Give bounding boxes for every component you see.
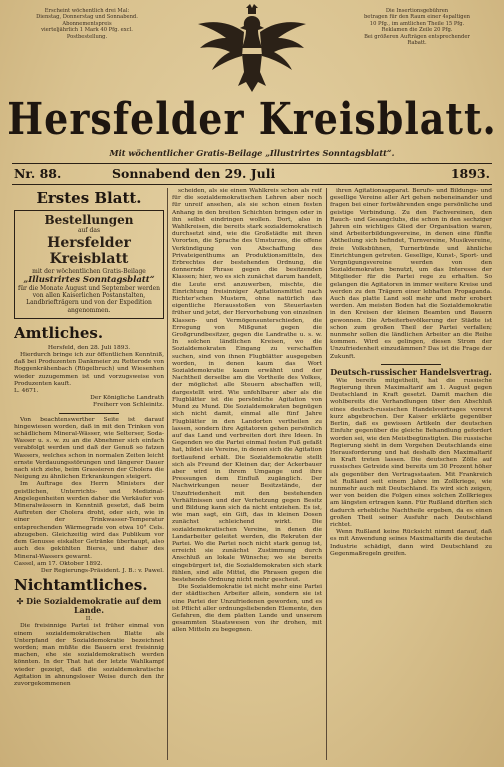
note-line: 10 Pfg., im amtlichen Theile 15 Pfg. bbox=[369, 20, 465, 27]
article-paragraph: ihren Agitationsapparat. Berufs- und Bildungs- und gesellige Vereine aller Art gehen nebeneinander und fragen bei einer fortwährenden enge persönliche und geistige Verbindung. Zu den Fachvereinen, den Rauch- und Gesangclubs, die schon in den sechziger Jahren ein wichtiges Glied der Organisation waren, sind Arbeiterbildungsvereine, in denen eine fünfte Abtheilung sich befindet, Turnvereine, Musikvereine, freie Volksbühnen, Turnerbünde und ähnliche Einrichtungen getreten. Gesellige, Kunst-, Sport- und Vergnügungsvereine werden von den Sozialdemokraten benutzt, um das Interesse der Mitglieder für die Partei rege zu erhalten. So gelangen die Agitatoren in immer weitere Kreise und werden zu den Trägern einer lebhaften Propaganda. Auch das platte Land soll mehr und mehr erobert werden. Am meisten Boden hat die Sozialdemokratie in den Kreisen der kleinen Beamten und Bauern gewonnen. Die Arbeiterbevölkerung der Städte ist schon zum großen Theil der Partei verfallen; nunmehr sollen die ländlichen Arbeiter an die Reihe kommen. Wird es gelingen, diesen Strom der Unzufriedenheit einzudämmen? Das ist die Frage der Zukunft. bbox=[330, 188, 492, 360]
box-paper-name: Hersfelder Kreisblatt bbox=[47, 235, 131, 267]
box-supplement-name: „Illustrirtes Sonntagsblatt“ bbox=[23, 275, 155, 285]
note-line: Rabatt. bbox=[407, 40, 427, 47]
notice-number: L. 4671. bbox=[14, 388, 39, 395]
note-line: Abonnementspreis bbox=[62, 20, 112, 27]
box-text: auf das bbox=[77, 227, 101, 234]
box-body: für die Monate August und September werden von allen Kaiserlichen Postanstalten, Landbriefträgern und von der Expedition angenommen. bbox=[17, 285, 161, 314]
insertion-fee-note bbox=[358, 8, 476, 46]
section-heading-amtliches: Amtliches. bbox=[14, 323, 104, 342]
eagle-emblem-icon bbox=[196, 2, 308, 96]
note-line: betragen für den Raum einer 4spaltigen bbox=[363, 14, 470, 21]
column-right bbox=[330, 188, 492, 760]
issue-year: 1893. bbox=[450, 166, 490, 181]
column-left bbox=[14, 188, 164, 760]
notice-date: Hersfeld, den 28. Juli 1893. bbox=[47, 344, 131, 351]
notice-signature: Freiherr von Schleinitz. bbox=[92, 402, 164, 409]
issue-number: Nr. 88. bbox=[14, 166, 62, 181]
note-line: Erscheint wöchentlich drei Mal: bbox=[44, 8, 130, 14]
notice-paragraph: Im Auftrage des Herrn Ministers der geistlichen, Unterrichts- und Medizinal-Angelegenheiten werden daher die Verkäufer von Mineralwässern in Kenntniß gesetzt, daß beim Auftreten der Cholera droht, oder sich, wie in einer der Trinkwasser-Temperatur entsprechenden Wärmegrade von etwa 10° Cels. abzugeben. Gleichzeitig wird das Publikum vor dem Genusse eiskalter Getränke überhaupt, also auch des gekühlten Bieres, und daher des Mineral-Wassers gewarnt. bbox=[14, 481, 164, 560]
box-title: Bestellungen bbox=[44, 213, 134, 227]
notice-paragraph: Von beachtenswerther Seite ist darauf hingewiesen worden, daß in mit den Trinken von schädlichem Mineral-Wässer, wie Selterser, Soda-Wasser u. s. w. zu an die Abnehmer sich einfach verabfolgt werden und daß der Genuß so fatzen Wassers, welches schon in normalen Zeiten leicht ernste Verdauungsstörungen und längerer Dauer nach sich ziehe, beim Grassieren der Cholera die Neigung zu ähnlichen Erkrankungen steigert. bbox=[14, 416, 164, 481]
box-text: mit der wöchentlichen Gratis-Beilage bbox=[32, 268, 146, 275]
notice-paragraph: Hierdurch bringe ich zur öffentlichen Kenntniß, daß bei Produzenten Dankmeier zu Retterode von Roggenkrähenbach (Rügelbruch) und Wiesenhen wieder zuzugemmen ist und vorzugsweise von Produzenten kauft. bbox=[14, 352, 164, 387]
divider bbox=[59, 413, 119, 414]
note-line: Die Insertionsgebühren bbox=[385, 8, 449, 14]
article-paragraph: Wie bereits mitgetheilt, hat die russische Regierung ihren Maximaltarif am 1. August gegen Deutschland in Kraft gesetzt. Damit machen die wohlbereits die Verhandlungen über den Abschluß eines deutsch-russischen Handelsvertrages vorerst kurz abgebrochen. Der Kaiser erklärte gegenüber Berlin, daß es gewissen Artikeln der deutschen Einfuhr gegenüber die gleiche Behandlung gefordert worden sei, wie den Meistbegünstigten. Die russische Regierung sieht in dem Vorgehen Deutschlands eine Herausforderung und hat deshalb den Maximaltarif in Kraft treten lassen. Die deutschen Zölle auf russisches Getreide sind bereits um 30 Prozent höher als gegenüber den Vertragsstaaten. Mit Frankreich ist Rußland seit einem Jahre im Zollkriege, wie nunmehr auch mit Deutschland. Es wird sich zeigen, wer von beiden die Folgen eines solchen Zollkrieges am längsten ertragen kann. Für Rußland dürften sich dadurch erhebliche Nachtheile ergeben, da es einen großen Theil seiner Ausfuhr nach Deutschland richtet. bbox=[330, 377, 492, 528]
article-part: II. bbox=[85, 616, 93, 623]
newspaper-masthead: Hersfelder Kreisblatt. bbox=[7, 92, 497, 145]
note-line: Reklamen die Zeile 20 Pfg. bbox=[381, 27, 453, 34]
notice-signature: Der Königliche Landrath bbox=[90, 395, 164, 402]
note-line: Postbestellung. bbox=[66, 33, 108, 40]
article-title: Deutsch-russischer Handelsvertrag. bbox=[330, 366, 492, 377]
note-line: vierteljährlich 1 Mark 40 Pfg. excl. bbox=[41, 27, 133, 34]
subscription-note bbox=[28, 8, 146, 40]
divider bbox=[12, 184, 492, 185]
section-heading-nichtamtliches: Nichtamtliches. bbox=[14, 576, 148, 595]
note-line: Dienstag, Donnerstag und Sonnabend. bbox=[36, 14, 138, 21]
section-heading-erstes-blatt: Erstes Blatt. bbox=[36, 189, 142, 207]
supplement-subhead: Mit wöchentlicher Gratis-Beilage „Illustrirtes Sonntagsblatt“. bbox=[109, 148, 395, 158]
divider bbox=[12, 163, 492, 164]
issue-date: Sonnabend den 29. Juli bbox=[112, 166, 276, 181]
column-divider bbox=[167, 188, 168, 760]
divider bbox=[381, 364, 441, 365]
issue-dateline bbox=[12, 166, 492, 182]
article-paragraph: Die freisinnige Partei ist früher einmal von einem sozialdemokratischen Blatte als Unterpfand der Sozialdemokratie bezeichnet worden; man müßte die Bauern erst freisinnig machen, ehe sie sozialdemokratisch werden könnten. In der That hat der letzte Wahlkampf wieder gezeigt, daß die sozialdemokratische Agitation in ahnungsloser Weise durch den ihr zuvorgekommenen bbox=[14, 623, 164, 687]
notice-date: Cassel, am 17. Oktober 1892. bbox=[14, 560, 103, 567]
article-paragraph: scheiden, als sie einen Wahlkreis schon als reif für die sozialdemokratischen Lehren aber noch für unreif ansehen, als sie schon einen festen Anhang in den breiten Schichten bringen oder in ihn selbst eindringen wollen. Dort, also in Wahlkreisen, die bereits stark sozialdemokratisch durchsetzt sind, wie die Großstädte mit ihren Vororten, die Sprache des Umsturzes, die offene Verkündigung von Abschaffung des Privateigenthums an Produktionsmitteln, des Erbrechtes der bestehenden Ordnung, die donnernde Phrase gegen die besitzenden Klassen; hier, wo es sich zunächst darum handelt, die Leute erst anzuwerben, mischte, die Einrichtung freisinniger Agitationsmittel nach Richter'schen Mustern, ohne natürlich das eigentliche Herausstoßen von Steuerlasten früher und jetzt, der Hervorhebung von einzelnen Klassen- und Vermögensunterschieden, die Erregung von Mißgunst gegen die Großgrundbesitzer, gegen die Landrathe u. s. w. In solchen ländlichen Kreisen, wo die Sozialdemokraten Eingang zu verschaffen suchen, sind von ihnen Flugblätter ausgegeben worden, in denen kaum das Wort Sozialdemokratie kaum erwähnt und der Nachtheil derselbe am die Vortheile des Volkes, der möglichst alle Steuern abschaffen will, dargestellt wird. Wie unfehlbarer aber als die Flugblätter ist die persönliche Agitation von Mund zu Mund. Die Sozialdemokraten begnügen sich nicht damit, einmal alle fünf Jahre Flugblätter in den Landorten vertheilen zu lassen, sondern ihre Agitatoren gehen persönlich auf das Land und verbreiten dort ihre Ideen. In Gegenden wo die Partei einmal festen Fuß gefaßt hat, bildet sie Vereine, in denen sich die Agitation fortlaufend erhält. Die Sozialdemokratie stellt sich als Freund der Kleinen dar, der Ackerbauer aber wird in ihrem Umgange und ihre Pressungen dem Einfluß zugänglich. Der Nachwirkungen neuer Besitzstände, der Unzufriedenheit mit den bestehenden Verhältnissen und der Verhetzung gegen Besitz und Bildung kann sich da nicht entziehen. Es ist, wie man sagt, ein Gift, das in kleinen Dosen zunächst schleichend wirkt. Die sozialdemokratischen Vereine, in denen die Landarbeiter geleitet werden, die Rekruten der Partei. Wo die Partei noch nicht stark genug ist, erreicht sie zunächst Zustimmung durch Anschluß an lokale Wünsche; wo sie bereits eingebürgert ist, die Sozialdemokraten sich stark fühlen, sind alle Mittel, die Phrasen gegen die bestehende Ordnung nicht mehr gescheut. bbox=[172, 188, 322, 583]
column-divider bbox=[326, 188, 327, 760]
article-paragraph: Die Sozialdemokratie ist nicht mehr eine Partei der städtischen Arbeiter allein, sondern sie ist eine Partei der Unzufriedenen geworden, und es ist Pflicht aller ordnungsliebenden Elemente, den Gefahren, die dem platten Lande und unserem gesammten Staatswesen von ihr drohen, mit allen Mitteln zu begegnen. bbox=[172, 584, 322, 634]
column-middle bbox=[172, 188, 322, 760]
subscription-box bbox=[14, 210, 164, 319]
article-title: ✣ Die Sozialdemokratie auf dem Lande. bbox=[16, 596, 162, 616]
note-line: Bei größeren Aufträgen entsprechender bbox=[364, 33, 470, 40]
notice-signature: Der Regierungs-Präsident. J. B.: v. Pawel. bbox=[40, 567, 164, 574]
article-paragraph: Wenn Rußland keine Rücksicht nimmt darauf, daß es mit Anwendung seines Maximaltarifs die deutsche Industrie schädigt, dann wird Deutschland zu Gegenmaßregeln greifen. bbox=[330, 529, 492, 557]
